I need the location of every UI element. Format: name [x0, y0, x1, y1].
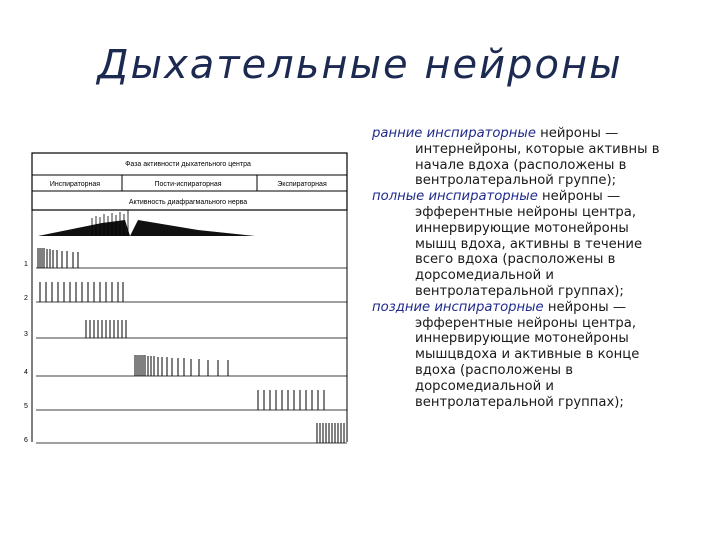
entry-line: вентролатеральной группе);: [415, 173, 617, 189]
entry-line: эфферентные нейроны центра,: [415, 204, 637, 220]
row-number-1: 1: [24, 261, 28, 268]
entry-late-inspiratory: [372, 300, 702, 411]
entry-line: всего вдоха (расположены в: [415, 252, 616, 268]
phase-post-inspiratory: Пости-испираторная: [154, 181, 222, 188]
neuron-descriptions: [372, 126, 702, 410]
entry-line: интернейроны, которые активны в: [415, 141, 660, 157]
row-number-3: 3: [24, 331, 28, 338]
entry-line: дорсомедиальной и: [415, 268, 554, 284]
row-number-2: 2: [24, 295, 28, 302]
phase-header: Фаза активности дыхательного центра: [125, 161, 251, 168]
entry-lead: нейроны —: [537, 189, 621, 205]
entry-line: иннервирующие мотонейроны: [415, 220, 629, 236]
row-number-6: 6: [24, 437, 28, 444]
entry-line: вентролатеральной группах);: [415, 394, 624, 410]
phase-inspiratory: Инспираторная: [49, 181, 101, 188]
entry-line: мышцвдоха и активные в конце: [415, 347, 640, 363]
diaphragm-activity-decay: [130, 220, 255, 236]
entry-line: вентролатеральной группах);: [415, 283, 624, 299]
term-early-inspiratory: ранние инспираторные: [372, 126, 536, 141]
entry-full-inspiratory: [372, 189, 702, 300]
term-full-inspiratory: полные инспираторные: [372, 189, 538, 205]
term-late-inspiratory: поздние инспираторные: [372, 299, 544, 315]
entry-lead: нейроны —: [535, 126, 619, 141]
spike-train-2: [36, 282, 347, 302]
entry-line: эфферентные нейроны центра,: [415, 315, 637, 331]
entry-line: иннервирующие мотонейроны: [415, 331, 629, 347]
entry-line: вдоха (расположены в: [415, 362, 574, 378]
spike-train-5: [36, 390, 347, 410]
neuron-activity-diagram: [20, 150, 355, 450]
entry-line: дорсомедиальной и: [415, 378, 554, 394]
spike-train-4: [36, 355, 347, 376]
row-number-5: 5: [24, 403, 28, 410]
entry-lead: нейроны —: [543, 299, 627, 315]
entry-early-inspiratory: [372, 126, 702, 189]
spike-train-3: [36, 320, 347, 338]
spike-train-6: [36, 423, 347, 443]
phase-expiratory: Экспираторная: [277, 181, 327, 188]
spike-train-1: [36, 248, 347, 268]
activity-label: Активность диафрагмального нерва: [128, 199, 248, 206]
entry-line: мышц вдоха, активны в течение: [415, 236, 643, 252]
slide-title: Дыхательные нейроны: [97, 42, 623, 88]
entry-line: начале вдоха (расположены в: [415, 157, 627, 173]
row-number-4: 4: [24, 369, 28, 376]
